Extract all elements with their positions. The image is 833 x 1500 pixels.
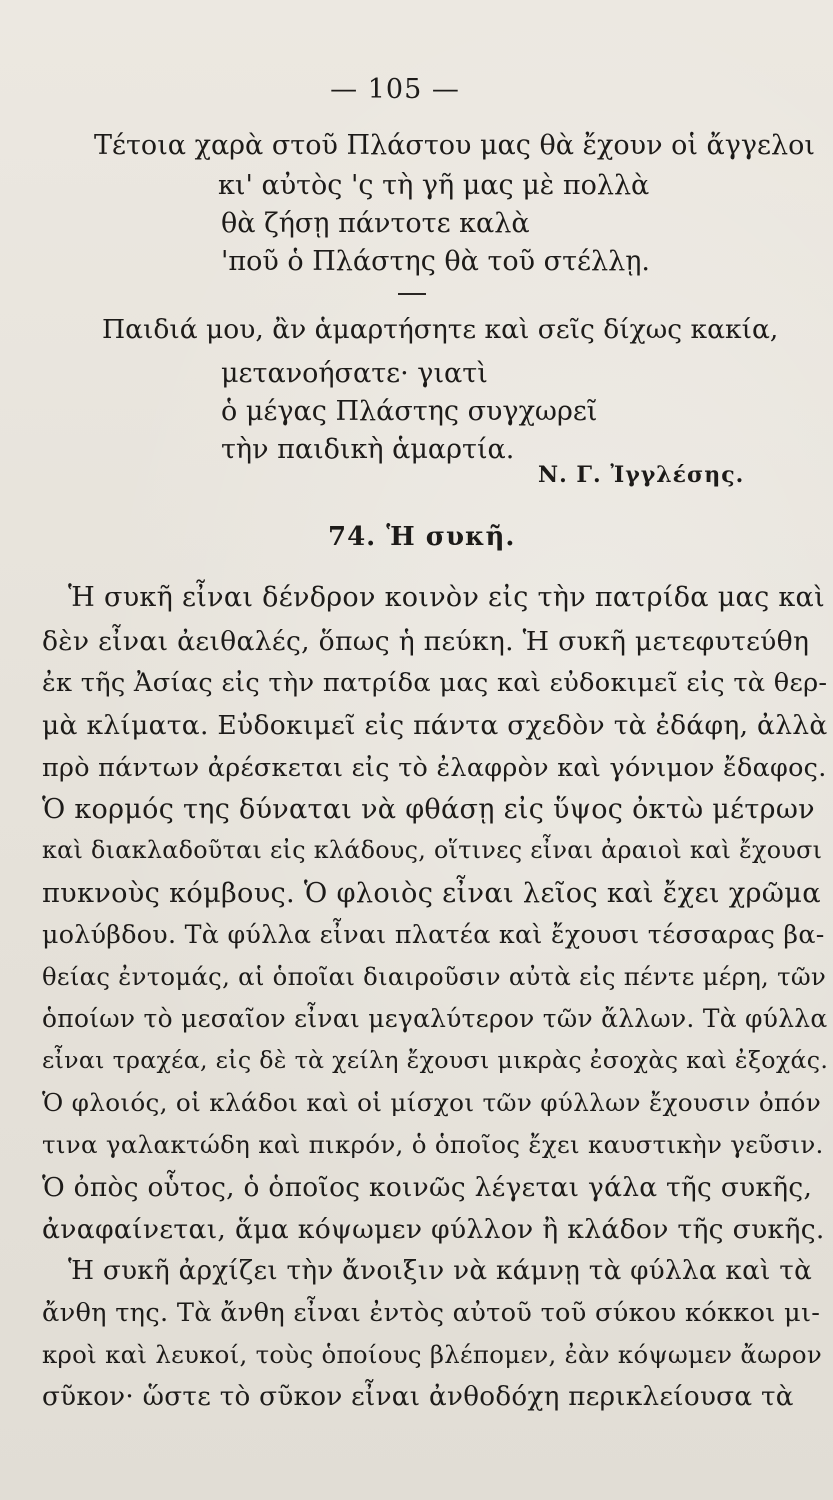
body-line: μὰ κλίματα. Εὐδοκιμεῖ εἰς πάντα σχεδὸν τὰ ἐδάφη, ἀλλὰ — [42, 710, 828, 741]
body-line: ἐκ τῆς Ἀσίας εἰς τὴν πατρίδα μας καὶ εὐδοκιμεῖ εἰς τὰ θερ- — [42, 668, 828, 698]
poem-line: κι' αὐτὸς 'ς τὴ γῆ μας μὲ πολλὰ — [218, 170, 650, 201]
body-line: τινα γαλακτώδη καὶ πικρόν, ὁ ὁποῖος ἔχει καυστικὴν γεῦσιν. — [42, 1130, 824, 1159]
section-title: 74. Ἡ συκῆ. — [328, 522, 516, 552]
body-line: ὁποίων τὸ μεσαῖον εἶναι μεγαλύτερον τῶν ἄλλων. Τὰ φύλλα — [42, 1004, 828, 1033]
poem-line: θὰ ζήσῃ πάντοτε καλὰ — [221, 208, 530, 239]
body-line: κροὶ καὶ λευκοί, τοὺς ὁποίους βλέπομεν, ἐὰν κόψωμεν ἄωρον — [42, 1340, 823, 1369]
body-line: ἀναφαίνεται, ἅμα κόψωμεν φύλλον ἢ κλάδον τῆς συκῆς. — [42, 1214, 825, 1245]
poem-author-signature: Ν. Γ. Ἰγγλέσης. — [538, 462, 745, 488]
body-line: Ὁ φλοιός, οἱ κλάδοι καὶ οἱ μίσχοι τῶν φύλλων ἔχουσιν ὀπόν — [42, 1088, 822, 1117]
stanza-divider — [398, 293, 426, 295]
body-line: σῦκον· ὥστε τὸ σῦκον εἶναι ἀνθοδόχη περικλείουσα τὰ — [42, 1382, 794, 1412]
poem-line: ὁ μέγας Πλάστης συγχωρεῖ — [221, 396, 598, 427]
body-line: ἄνθη της. Τὰ ἄνθη εἶναι ἐντὸς αὐτοῦ τοῦ σύκου κόκκοι μι- — [42, 1298, 821, 1328]
body-line: Ὁ κορμός της δύναται νὰ φθάσῃ εἰς ὕψος ὀκτὼ μέτρων — [42, 794, 815, 825]
body-line: Ὁ ὀπὸς οὗτος, ὁ ὁποῖος κοινῶς λέγεται γάλα τῆς συκῆς, — [42, 1172, 813, 1203]
page-number: — 105 — — [330, 74, 460, 105]
body-line: Ἡ συκῆ εἶναι δένδρον κοινὸν εἰς τὴν πατρίδα μας καὶ — [68, 582, 825, 613]
poem-line: Τέτοια χαρὰ στοῦ Πλάστου μας θὰ ἔχουν οἱ ἄγγελοι — [94, 130, 815, 161]
body-line: Ἡ συκῆ ἀρχίζει τὴν ἄνοιξιν νὰ κάμνῃ τὰ φύλλα καὶ τὰ — [68, 1256, 813, 1286]
poem-line: Παιδιά μου, ἂν ἁμαρτήσητε καὶ σεῖς δίχως κακία, — [102, 314, 779, 345]
body-line: μολύβδου. Τὰ φύλλα εἶναι πλατέα καὶ ἔχουσι τέσσαρας βα- — [42, 920, 825, 949]
body-line: δὲν εἶναι ἀειθαλές, ὅπως ἡ πεύκη. Ἡ συκῆ μετεφυτεύθη — [42, 626, 810, 657]
body-line: καὶ διακλαδοῦται εἰς κλάδους, οἵτινες εἶναι ἀραιοὶ καὶ ἔχουσι — [42, 836, 823, 864]
poem-line: 'ποῦ ὁ Πλάστης θὰ τοῦ στέλλῃ. — [221, 246, 650, 277]
body-line: εἶναι τραχέα, εἰς δὲ τὰ χείλη ἔχουσι μικρὰς ἐσοχὰς καὶ ἐξοχάς. — [42, 1046, 829, 1074]
poem-line: τὴν παιδικὴ ἁμαρτία. — [221, 434, 515, 465]
body-line: πυκνοὺς κόμβους. Ὁ φλοιὸς εἶναι λεῖος καὶ ἔχει χρῶμα — [42, 878, 821, 909]
body-line: θείας ἐντομάς, αἱ ὁποῖαι διαιροῦσιν αὐτὰ εἰς πέντε μέρη, τῶν — [42, 962, 827, 991]
poem-line: μετανοήσατε· γιατὶ — [221, 358, 488, 389]
body-line: πρὸ πάντων ἀρέσκεται εἰς τὸ ἐλαφρὸν καὶ γόνιμον ἔδαφος. — [42, 752, 827, 782]
